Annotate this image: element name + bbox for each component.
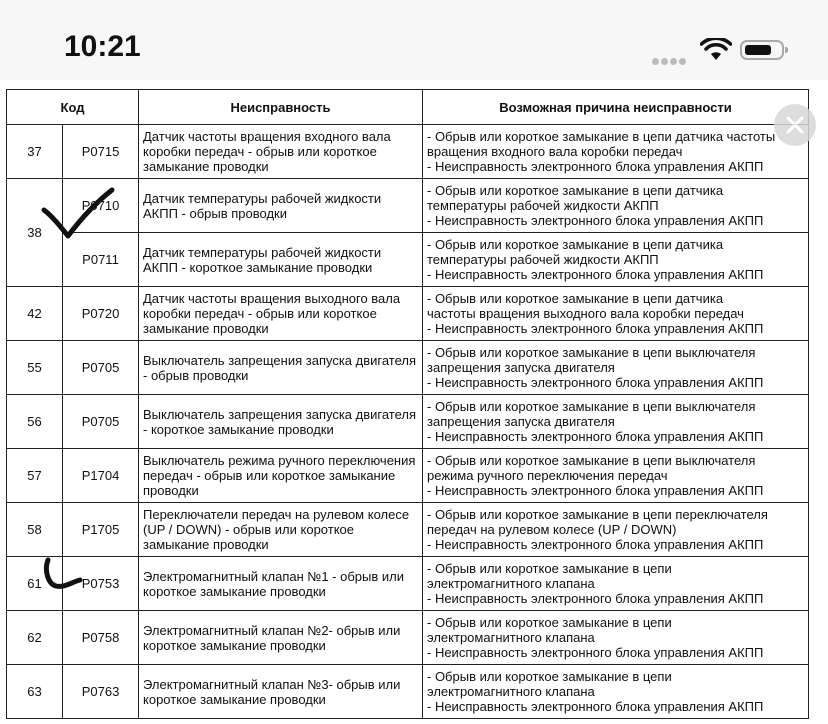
- cause-line: - Неисправность электронного блока управления АКПП: [427, 429, 764, 444]
- cause-line: - Неисправность электронного блока управления АКПП: [427, 645, 764, 660]
- close-button[interactable]: [774, 104, 816, 146]
- header-fault: Неисправность: [139, 90, 423, 125]
- table-row: [7, 449, 809, 503]
- fault-code: P0763: [63, 665, 139, 719]
- cause-line: - Неисправность электронного блока управления АКПП: [427, 537, 764, 552]
- fault-description: Датчик температуры рабочей жидкости АКПП - короткое замыкание проводки: [139, 233, 423, 287]
- row-number: 62: [7, 611, 63, 665]
- fault-code-table: [6, 89, 809, 719]
- cause-line: электромагнитного клапана: [427, 684, 595, 699]
- table-row: [7, 557, 809, 611]
- fault-code: P0753: [63, 557, 139, 611]
- cause-line: - Обрыв или короткое замыкание в цепи выключателя: [427, 453, 756, 468]
- cause-line: - Обрыв или короткое замыкание в цепи переключателя: [427, 507, 768, 522]
- status-time: 10:21: [64, 30, 141, 63]
- fault-description: Электромагнитный клапан №1 - обрыв или короткое замыкание проводки: [139, 557, 423, 611]
- possible-cause: [423, 611, 809, 665]
- cause-line: - Неисправность электронного блока управления АКПП: [427, 375, 764, 390]
- fault-description: Выключатель запрещения запуска двигателя - обрыв проводки: [139, 341, 423, 395]
- possible-cause: [423, 233, 809, 287]
- header-cause: Возможная причина неисправности: [423, 90, 809, 125]
- table-row: [7, 233, 809, 287]
- cause-line: - Обрыв или короткое замыкание в цепи выключателя: [427, 345, 756, 360]
- row-number: 57: [7, 449, 63, 503]
- cause-line: температуры рабочей жидкости АКПП: [427, 252, 659, 267]
- table-row: [7, 611, 809, 665]
- possible-cause: [423, 125, 809, 179]
- row-number: 63: [7, 665, 63, 719]
- fault-code: P0710: [63, 179, 139, 233]
- cause-line: температуры рабочей жидкости АКПП: [427, 198, 659, 213]
- fault-description: Переключатели передач на рулевом колесе (UP / DOWN) - обрыв или короткое замыкание проводки: [139, 503, 423, 557]
- row-number: 61: [7, 557, 63, 611]
- cause-line: вращения входного вала коробки передач: [427, 144, 683, 159]
- cause-line: - Неисправность электронного блока управления АКПП: [427, 159, 764, 174]
- row-number: 42: [7, 287, 63, 341]
- table-row: [7, 665, 809, 719]
- fault-code: P1704: [63, 449, 139, 503]
- fault-code: P0705: [63, 395, 139, 449]
- status-bar: [0, 0, 828, 80]
- fault-description: Выключатель запрещения запуска двигателя - короткое замыкание проводки: [139, 395, 423, 449]
- cause-line: - Неисправность электронного блока управления АКПП: [427, 699, 764, 714]
- table-row: [7, 125, 809, 179]
- cause-line: - Обрыв или короткое замыкание в цепи датчика: [427, 291, 724, 306]
- cause-line: - Обрыв или короткое замыкание в цепи: [427, 561, 672, 576]
- cause-line: электромагнитного клапана: [427, 576, 595, 591]
- cause-line: - Обрыв или короткое замыкание в цепи выключателя: [427, 399, 756, 414]
- wifi-icon: [700, 38, 732, 62]
- possible-cause: [423, 179, 809, 233]
- cause-line: - Неисправность электронного блока управления АКПП: [427, 483, 764, 498]
- fault-description: Датчик температуры рабочей жидкости АКПП - обрыв проводки: [139, 179, 423, 233]
- fault-code: P0758: [63, 611, 139, 665]
- cause-line: - Обрыв или короткое замыкание в цепи: [427, 669, 672, 684]
- possible-cause: [423, 503, 809, 557]
- fault-description: Электромагнитный клапан №2- обрыв или короткое замыкание проводки: [139, 611, 423, 665]
- fault-code: P0705: [63, 341, 139, 395]
- cause-line: электромагнитного клапана: [427, 630, 595, 645]
- possible-cause: [423, 341, 809, 395]
- possible-cause: [423, 395, 809, 449]
- fault-code: P0715: [63, 125, 139, 179]
- cause-line: частоты вращения выходного вала коробки передач: [427, 306, 744, 321]
- table-row: [7, 287, 809, 341]
- fault-code: P0711: [63, 233, 139, 287]
- cellular-signal-icon: [652, 52, 692, 60]
- cause-line: - Обрыв или короткое замыкание в цепи: [427, 615, 672, 630]
- cause-line: передач на рулевом колесе (UP / DOWN): [427, 522, 677, 537]
- cause-line: запрещения запуска двигателя: [427, 360, 615, 375]
- possible-cause: [423, 557, 809, 611]
- table-row: [7, 341, 809, 395]
- fault-code: P1705: [63, 503, 139, 557]
- row-number: 38: [7, 179, 63, 287]
- fault-description: Датчик частоты вращения выходного вала коробки передач - обрыв или короткое замыкание проводки: [139, 287, 423, 341]
- fault-description: Электромагнитный клапан №3- обрыв или короткое замыкание проводки: [139, 665, 423, 719]
- cause-line: - Обрыв или короткое замыкание в цепи датчика: [427, 237, 724, 252]
- close-icon: [785, 115, 805, 135]
- row-number: 58: [7, 503, 63, 557]
- fault-description: Выключатель режима ручного переключения передач - обрыв или короткое замыкание проводки: [139, 449, 423, 503]
- row-number: 55: [7, 341, 63, 395]
- cause-line: запрещения запуска двигателя: [427, 414, 615, 429]
- cause-line: - Неисправность электронного блока управления АКПП: [427, 321, 764, 336]
- table-header-row: [7, 90, 809, 125]
- cause-line: - Неисправность электронного блока управления АКПП: [427, 213, 764, 228]
- fault-description: Датчик частоты вращения входного вала коробки передач - обрыв или короткое замыкание проводки: [139, 125, 423, 179]
- document-image: [0, 80, 828, 724]
- row-number: 56: [7, 395, 63, 449]
- header-code: Код: [7, 90, 139, 125]
- cause-line: - Неисправность электронного блока управления АКПП: [427, 267, 764, 282]
- possible-cause: [423, 449, 809, 503]
- fault-code: P0720: [63, 287, 139, 341]
- table-row: [7, 503, 809, 557]
- cause-line: - Неисправность электронного блока управления АКПП: [427, 591, 764, 606]
- row-number: 37: [7, 125, 63, 179]
- battery-icon: [740, 40, 784, 60]
- cause-line: - Обрыв или короткое замыкание в цепи датчика частоты: [427, 129, 776, 144]
- table-row: [7, 179, 809, 233]
- cause-line: - Обрыв или короткое замыкание в цепи датчика: [427, 183, 724, 198]
- possible-cause: [423, 287, 809, 341]
- possible-cause: [423, 665, 809, 719]
- table-row: [7, 395, 809, 449]
- cause-line: режима ручного переключения передач: [427, 468, 668, 483]
